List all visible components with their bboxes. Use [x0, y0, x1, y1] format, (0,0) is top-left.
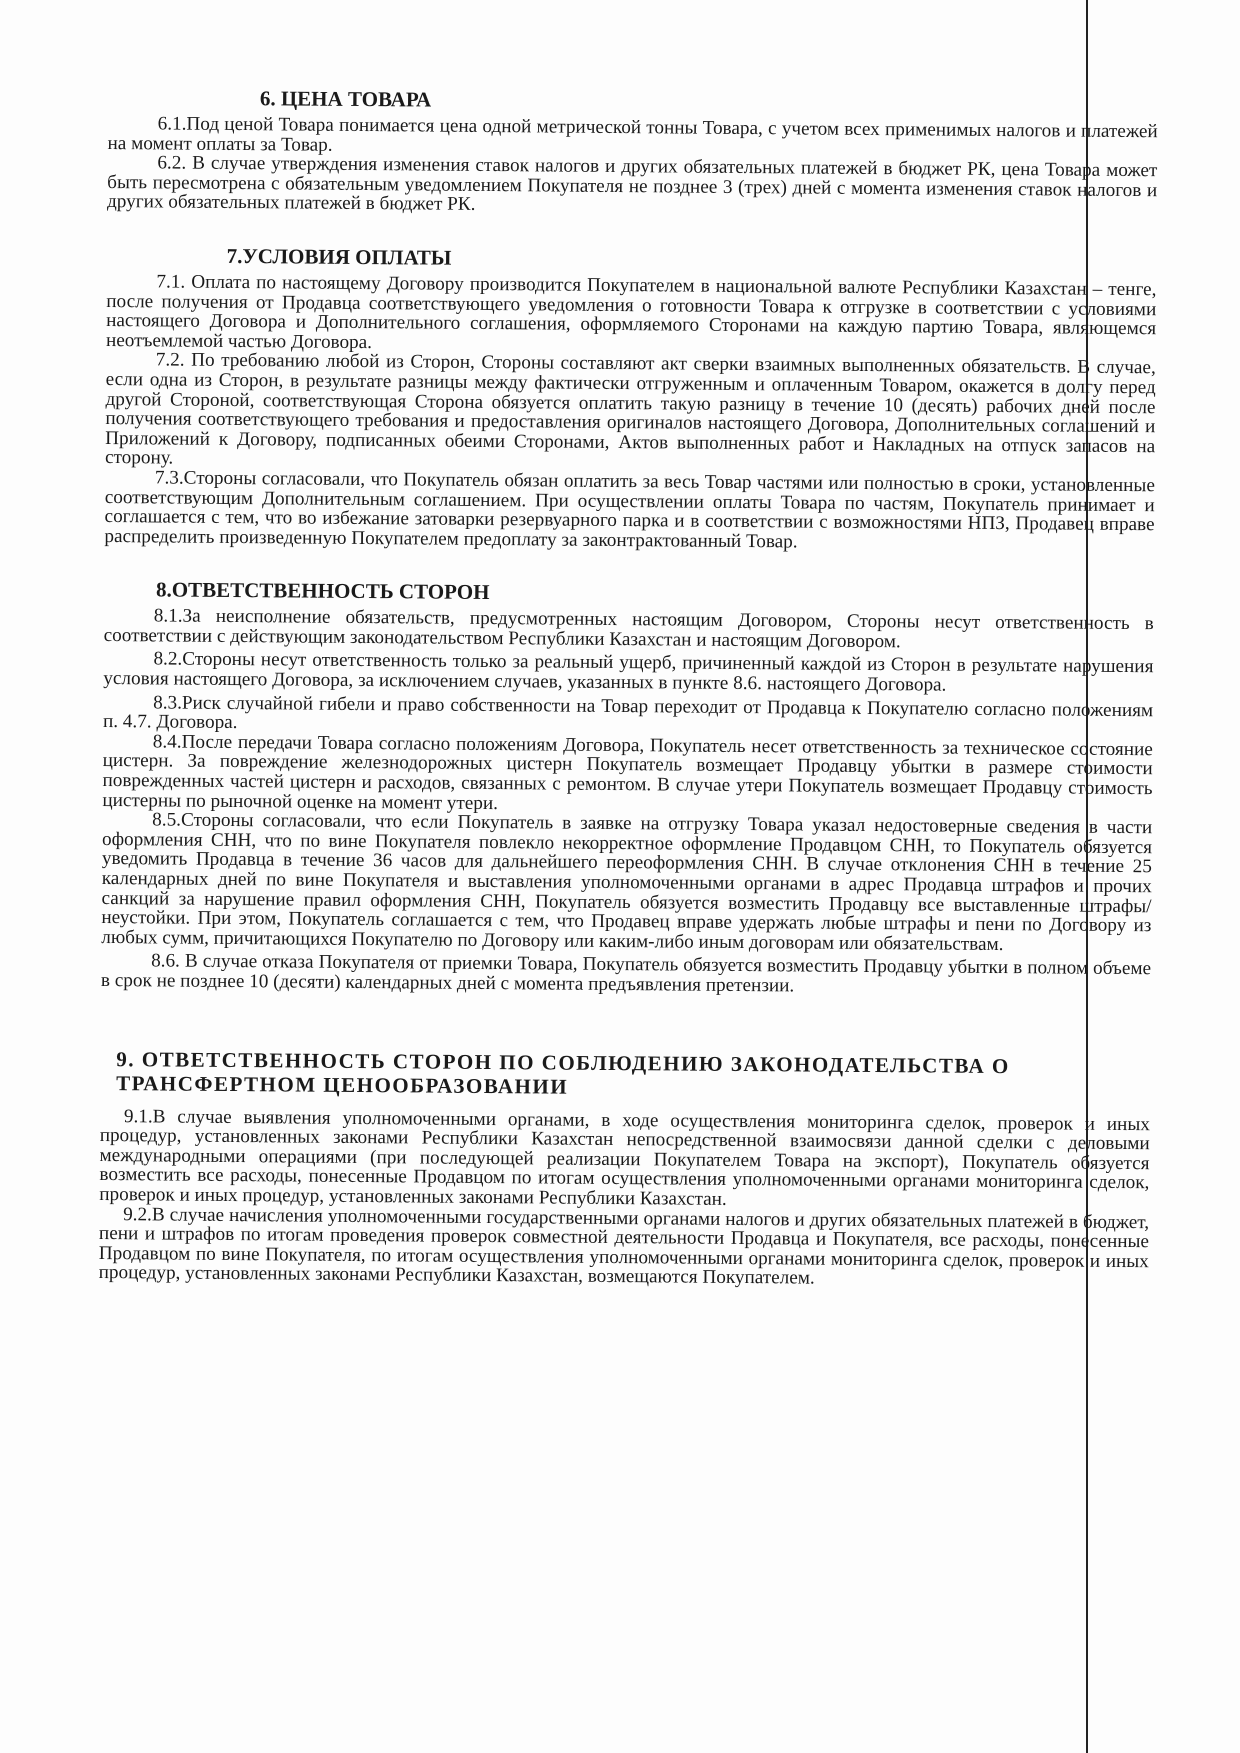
paragraph-9-1: 9.1.В случае выявления уполномоченными органами, в ходе осуществления мониторинга сделок, проверок и иных процедур, установленных законами Республики Казахстан непосредственной взаимосвязи данной сделки с деловыми международными операциями (при последующей реализации Покупателем Товара на экспорт), Покупатель обязуется возместить все расходы, понесенные Продавцом по итогам осуществления уполномоченными органами мониторинга сделок, проверок и иных процедур, установленных законами Республики Казахстан. [99, 1105, 1150, 1210]
paragraph-8-3: 8.3.Риск случайной гибели и право собственности на Товар переходит от Продавца к Покупателю согласно положениям п. 4.7. Договора. [102, 692, 1154, 734]
section-heading: 8.ОТВЕТСТВЕННОСТЬ СТОРОН [155, 577, 490, 605]
section-9-transfer-pricing [99, 1047, 1151, 1292]
paragraph-8-5: 8.5.Стороны согласовали, что если Покупатель в заявке на отгрузку Товара указал недостоверные сведения в части оформления СНН, что по вине Покупателя повлекло некорректное оформление Продавцом СНН, то Покупатель обязуется уведомить Продавца в течение 36 часов для дальнейшего переоформления СНН. В случае отклонения СНН в течение 25 календарных дней по вине Покупателя и выставления уполномоченными органами в адрес Продавца штрафов и прочих санкций за нарушение правил оформления СНН, Покупатель обязуется возместить Продавцу все выставленные штрафы/неустойки. При этом, Покупатель соглашается с тем, что Продавец вправе удержать любые штрафы и пени по Договору из любых сумм, причитающихся Покупателю по Договору или каким-либо иным договорам или обязательствам. [101, 809, 1153, 955]
paragraph-7-3: 7.3.Стороны согласовали, что Покупатель обязан оплатить за весь Товар частями или полностью в сроки, установленные соответствующим Дополнительным соглашением. При осуществлении оплаты Товара по частям, Покупатель принимает и соглашается с тем, что во избежание затоварки резервуарного парка и в соответствии с возможностями НПЗ, Продавец вправе распределить произведенную Покупателем предоплату за законтрактованный Товар. [104, 467, 1155, 553]
paragraph-7-2: 7.2. По требованию любой из Сторон, Стороны составляют акт сверки взаимных выполненных обязательств. В случае, если одна из Сторон, в результате разницы между фактически отгруженным и оплаченным Товаром, окажется в долгу перед другой Стороной, соответствующая Сторона обязуется оплатить такую разницу в течение 10 (десять) рабочих дней после получения соответствующего требования и предоставления оригиналов настоящего Договора, Дополнительных соглашений и Приложений к Договору, подписанных обеими Сторонами, Актов выполненных работ и Накладных на отпуск запасов на сторону. [104, 349, 1156, 469]
paragraph-8-6: 8.6. В случае отказа Покупателя от приемки Товара, Покупатель обязуется возместить Продавцу убытки в полном объеме в срок не позднее 10 (десяти) календарных дней с момента предъявления претензии. [100, 950, 1152, 997]
section-6-price [107, 84, 1158, 220]
paragraph-7-1: 7.1. Оплата по настоящему Договору производится Покупателем в национальной валюте Республики Казахстан – тенге, после получения от Продавца соответствующего уведомления о готовности Товара к отгрузке в соответствии с условиями настоящего Договора и Дополнительного соглашения, оформляемого Сторонами на каждую партию Товара, являющемся неотъемлемой частью Договора. [105, 271, 1157, 353]
paragraph-6-2: 6.2. В случае утверждения изменения ставок налогов и других обязательных платежей в бюджет РК, цена Товара может быть пересмотрена с обязательным уведомлением Покупателя не позднее 3 (трех) дней с момента изменения ставок налогов и других обязательных платежей в бюджет РК. [106, 152, 1158, 216]
paragraph-6-1: 6.1.Под ценой Товара понимается цена одной метрической тонны Товара, с учетом всех применимых налогов и платежей на момент оплаты за Товар. [107, 113, 1158, 156]
paragraph-8-2: 8.2.Стороны несут ответственность только за реальный ущерб, причиненный каждой из Сторон в результате нарушения условия настоящего Договора, за исключением случаев, указанных в пункте 8.6. настоящего Договора. [103, 648, 1154, 696]
paragraph-8-1: 8.1.За неисполнение обязательств, предусмотренных настоящим Договором, Стороны несут ответственность в соответствии с действующим законодательством Республики Казахстан и настоящим Договором. [103, 605, 1154, 653]
document-body [99, 84, 1158, 1291]
section-8-liability [101, 576, 1154, 999]
section-heading: 7.УСЛОВИЯ ОПЛАТЫ [226, 243, 452, 270]
section-7-payment [104, 242, 1156, 555]
section-heading: 9. ОТВЕТСТВЕННОСТЬ СТОРОН ПО СОБЛЮДЕНИЮ ЗАКОНОДАТЕЛЬСТВА О ТРАНСФЕРТНОМ ЦЕНООБРАЗОВАНИИ [116, 1046, 1010, 1099]
paragraph-8-4: 8.4.После передачи Товара согласно положениям Договора, Покупатель несет ответственность за техническое состояние цистерн. За повреждение железнодорожных цистерн Покупатель возмещает Продавцу убытки в размере стоимости поврежденных частей цистерн и расходов, связанных с ремонтом. В случае утери Покупатель возмещает Продавцу стоимость цистерны по рыночной оценке на момент утери. [102, 731, 1153, 814]
section-heading: 6. ЦЕНА ТОВАРА [259, 86, 432, 112]
paragraph-9-2: 9.2.В случае начисления уполномоченными государственными органами налогов и других обязательных платежей в бюджет, пени и штрафов по итогам проведения проверок совместной деятельности Продавца и Покупателя, все расходы, понесенные Продавцом по вине Покупателя, по итогам осуществления уполномоченными органами мониторинга сделок, проверок и иных процедур, установленных законами Республики Казахстан, возмещаются Покупателем. [98, 1203, 1150, 1289]
